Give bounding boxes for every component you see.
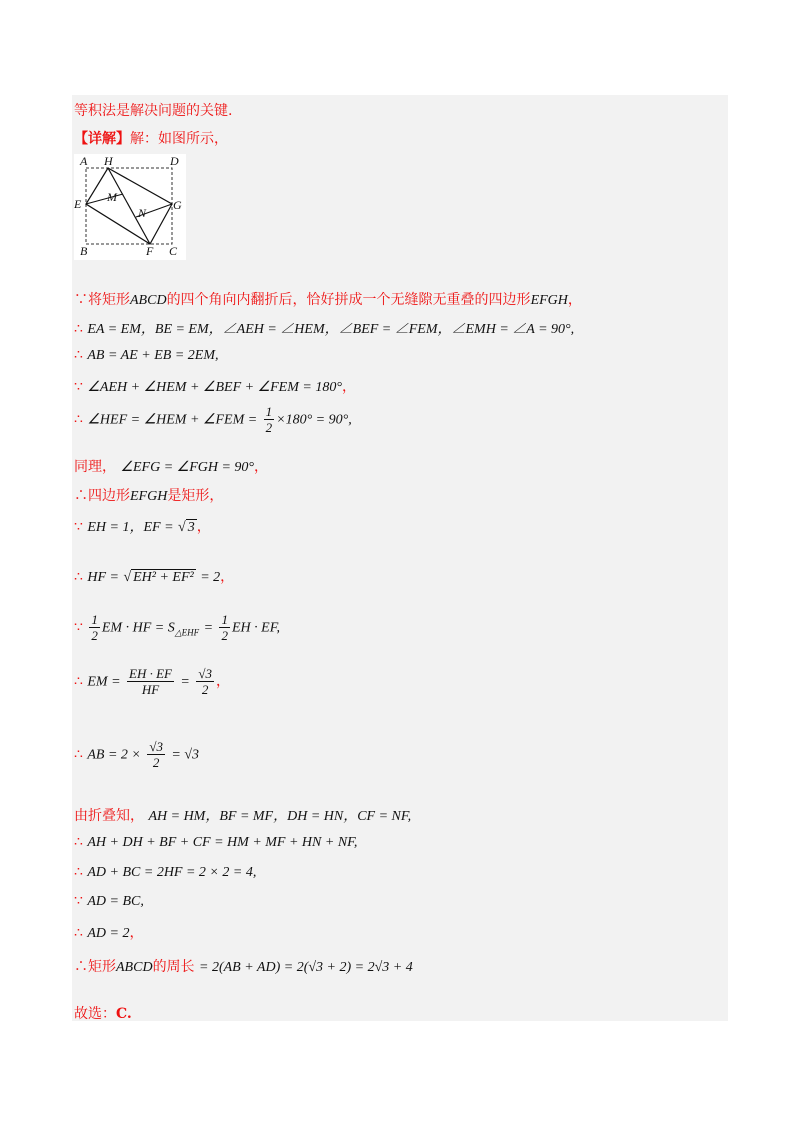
- line7-symbol: ∴: [74, 411, 83, 428]
- fraction-numerator: √3: [149, 739, 163, 754]
- text-line-4: [74, 318, 574, 338]
- line13-math-a: EM =: [87, 674, 121, 690]
- fraction-numerator: EH · EF: [129, 666, 172, 681]
- line19-symbol: ∴: [74, 925, 83, 941]
- intro-text: 等积法是解决问题的关键.: [74, 103, 233, 119]
- line13-end: ，: [215, 673, 230, 690]
- line8-math: ∠EFG = ∠FGH = 90°: [120, 460, 255, 475]
- fraction-denominator: 2: [221, 628, 228, 643]
- line4-math: EA = EM，BE = EM，∠AEH = ∠HEM，∠BEF = ∠FEM，∠EMH = ∠A = 90°,: [87, 322, 575, 337]
- line14-math-a: AB = 2 ×: [87, 747, 141, 763]
- fraction-half: [219, 612, 230, 643]
- text-line-10: ∵ EH = 1，EF = √ 3 ，: [74, 519, 211, 535]
- fraction-denominator: 2: [91, 628, 98, 643]
- label-h: H: [104, 154, 113, 168]
- answer-label: 故选：: [74, 1006, 116, 1022]
- text-line-16: [74, 834, 357, 851]
- line12-symbol: ∵: [74, 619, 83, 636]
- label-b: B: [80, 244, 88, 258]
- fraction-numerator: 1: [221, 612, 228, 627]
- text-line-14: [74, 739, 199, 770]
- line12-math-b: =: [203, 620, 214, 636]
- line9-efgh: EFGH: [130, 489, 168, 504]
- line18-math: AD = BC,: [87, 894, 144, 909]
- line20-mid: 的周长: [152, 959, 195, 975]
- area-subscript: △EHF: [174, 627, 200, 638]
- line7-math-b: ×180° = 90°,: [276, 412, 352, 428]
- text-line-18: [74, 893, 144, 910]
- line15-math: AH = HM，BF = MF，DH = HN，CF = NF,: [148, 809, 412, 824]
- fraction-denominator: 2: [201, 682, 209, 697]
- fraction-denominator: HF: [141, 682, 160, 697]
- text-line-17: [74, 864, 256, 881]
- label-e: E: [74, 197, 82, 211]
- sqrt-radicand: EH² + EF²: [133, 570, 194, 585]
- fraction-numerator: 1: [265, 404, 273, 419]
- detail-intro: 解：如图所示，: [130, 131, 228, 147]
- text-line-9: [74, 485, 223, 505]
- line17-symbol: ∴: [74, 864, 83, 880]
- label-m: M: [107, 190, 117, 204]
- line12-math-a: EM · HF = S: [101, 620, 175, 636]
- line3-end: ，: [567, 292, 582, 308]
- text-line-19: [74, 922, 143, 942]
- line10-math: EH = 1，EF =: [87, 520, 174, 535]
- sqrt-radicand: 3: [187, 520, 195, 535]
- label-c: C: [169, 244, 178, 258]
- fraction: [127, 666, 174, 697]
- text-line-2: [74, 128, 228, 148]
- line7-math-a: ∠HEF = ∠HEM + ∠FEM =: [87, 412, 258, 428]
- text-line-15: [74, 805, 411, 825]
- line6-math: ∠AEH + ∠HEM + ∠BEF + ∠FEM = 180°: [87, 380, 342, 395]
- line3-mid: 的四个角向内翻折后，恰好拼成一个无缝隙无重叠的四边形: [166, 292, 531, 308]
- line14-math-b: = √3: [171, 747, 200, 763]
- line8-end: ，: [254, 459, 269, 475]
- fraction-half: [264, 404, 275, 435]
- line17-math: AD + BC = 2HF = 2 × 2 = 4,: [87, 865, 257, 880]
- line9-end: 是矩形，: [167, 488, 224, 504]
- label-d: D: [170, 154, 179, 168]
- text-line-12: [74, 612, 280, 643]
- line4-symbol: ∴: [74, 321, 83, 337]
- line20-abcd: ABCD: [116, 960, 153, 975]
- fraction-denominator: 2: [265, 420, 273, 435]
- detail-heading: 【详解】: [74, 131, 130, 147]
- line19-end: ，: [129, 925, 144, 941]
- line11-end: ，: [220, 569, 235, 585]
- fraction-numerator: 1: [91, 612, 98, 627]
- line5-symbol: ∴: [74, 347, 83, 363]
- line13-math-b: =: [180, 674, 190, 690]
- line11-symbol: ∴: [74, 569, 83, 585]
- line14-symbol: ∴: [74, 746, 83, 763]
- line16-symbol: ∴: [74, 834, 83, 850]
- line10-end: ，: [196, 519, 211, 535]
- line20-math: = 2(AB + AD) = 2(√3 + 2) = 2√3 + 4: [199, 960, 413, 975]
- label-n: N: [138, 206, 147, 220]
- line3-efgh: EFGH: [530, 293, 568, 308]
- geometry-figure: [74, 154, 186, 260]
- answer-value: C.: [116, 1006, 132, 1022]
- fraction: [147, 739, 165, 770]
- line20-text: ∴矩形: [74, 959, 116, 975]
- line10-symbol: ∵: [74, 519, 83, 535]
- line15-text: 由折叠知，: [74, 808, 144, 824]
- label-a: A: [80, 154, 88, 168]
- line19-math: AD = 2: [87, 926, 130, 941]
- fraction-half: [89, 612, 100, 643]
- line6-end: ，: [341, 379, 356, 395]
- label-g: G: [173, 198, 182, 212]
- text-line-5: [74, 347, 219, 364]
- text-line-1: [74, 100, 232, 120]
- line11-math-a: HF =: [87, 570, 119, 585]
- line3-abcd: ABCD: [130, 293, 167, 308]
- line16-math: AH + DH + BF + CF = HM + MF + HN + NF,: [87, 835, 358, 850]
- text-line-11: ∴ HF = √ EH² + EF² = 2，: [74, 569, 235, 585]
- line5-math: AB = AE + EB = 2EM,: [87, 348, 219, 363]
- line12-math-c: EH · EF,: [231, 620, 280, 636]
- line6-symbol: ∵: [74, 379, 83, 395]
- text-line-13: [74, 666, 230, 697]
- line8-text: 同理，: [74, 459, 116, 475]
- label-f: F: [146, 244, 154, 258]
- text-line-6: [74, 376, 356, 396]
- fraction-denominator: 2: [152, 755, 160, 770]
- fraction: [196, 666, 214, 697]
- fraction-numerator: √3: [198, 666, 212, 681]
- text-line-8: [74, 456, 268, 476]
- line18-symbol: ∵: [74, 893, 83, 909]
- text-line-7: [74, 404, 352, 435]
- line11-math-b: = 2: [200, 570, 221, 585]
- text-line-3: [74, 289, 582, 309]
- text-line-21: [74, 1003, 132, 1023]
- line3-text: ∵将矩形: [74, 292, 130, 308]
- line9-text: ∴四边形: [74, 488, 130, 504]
- text-line-20: [74, 956, 413, 976]
- folded-rectangle-diagram: [74, 154, 186, 260]
- line13-symbol: ∴: [74, 673, 83, 690]
